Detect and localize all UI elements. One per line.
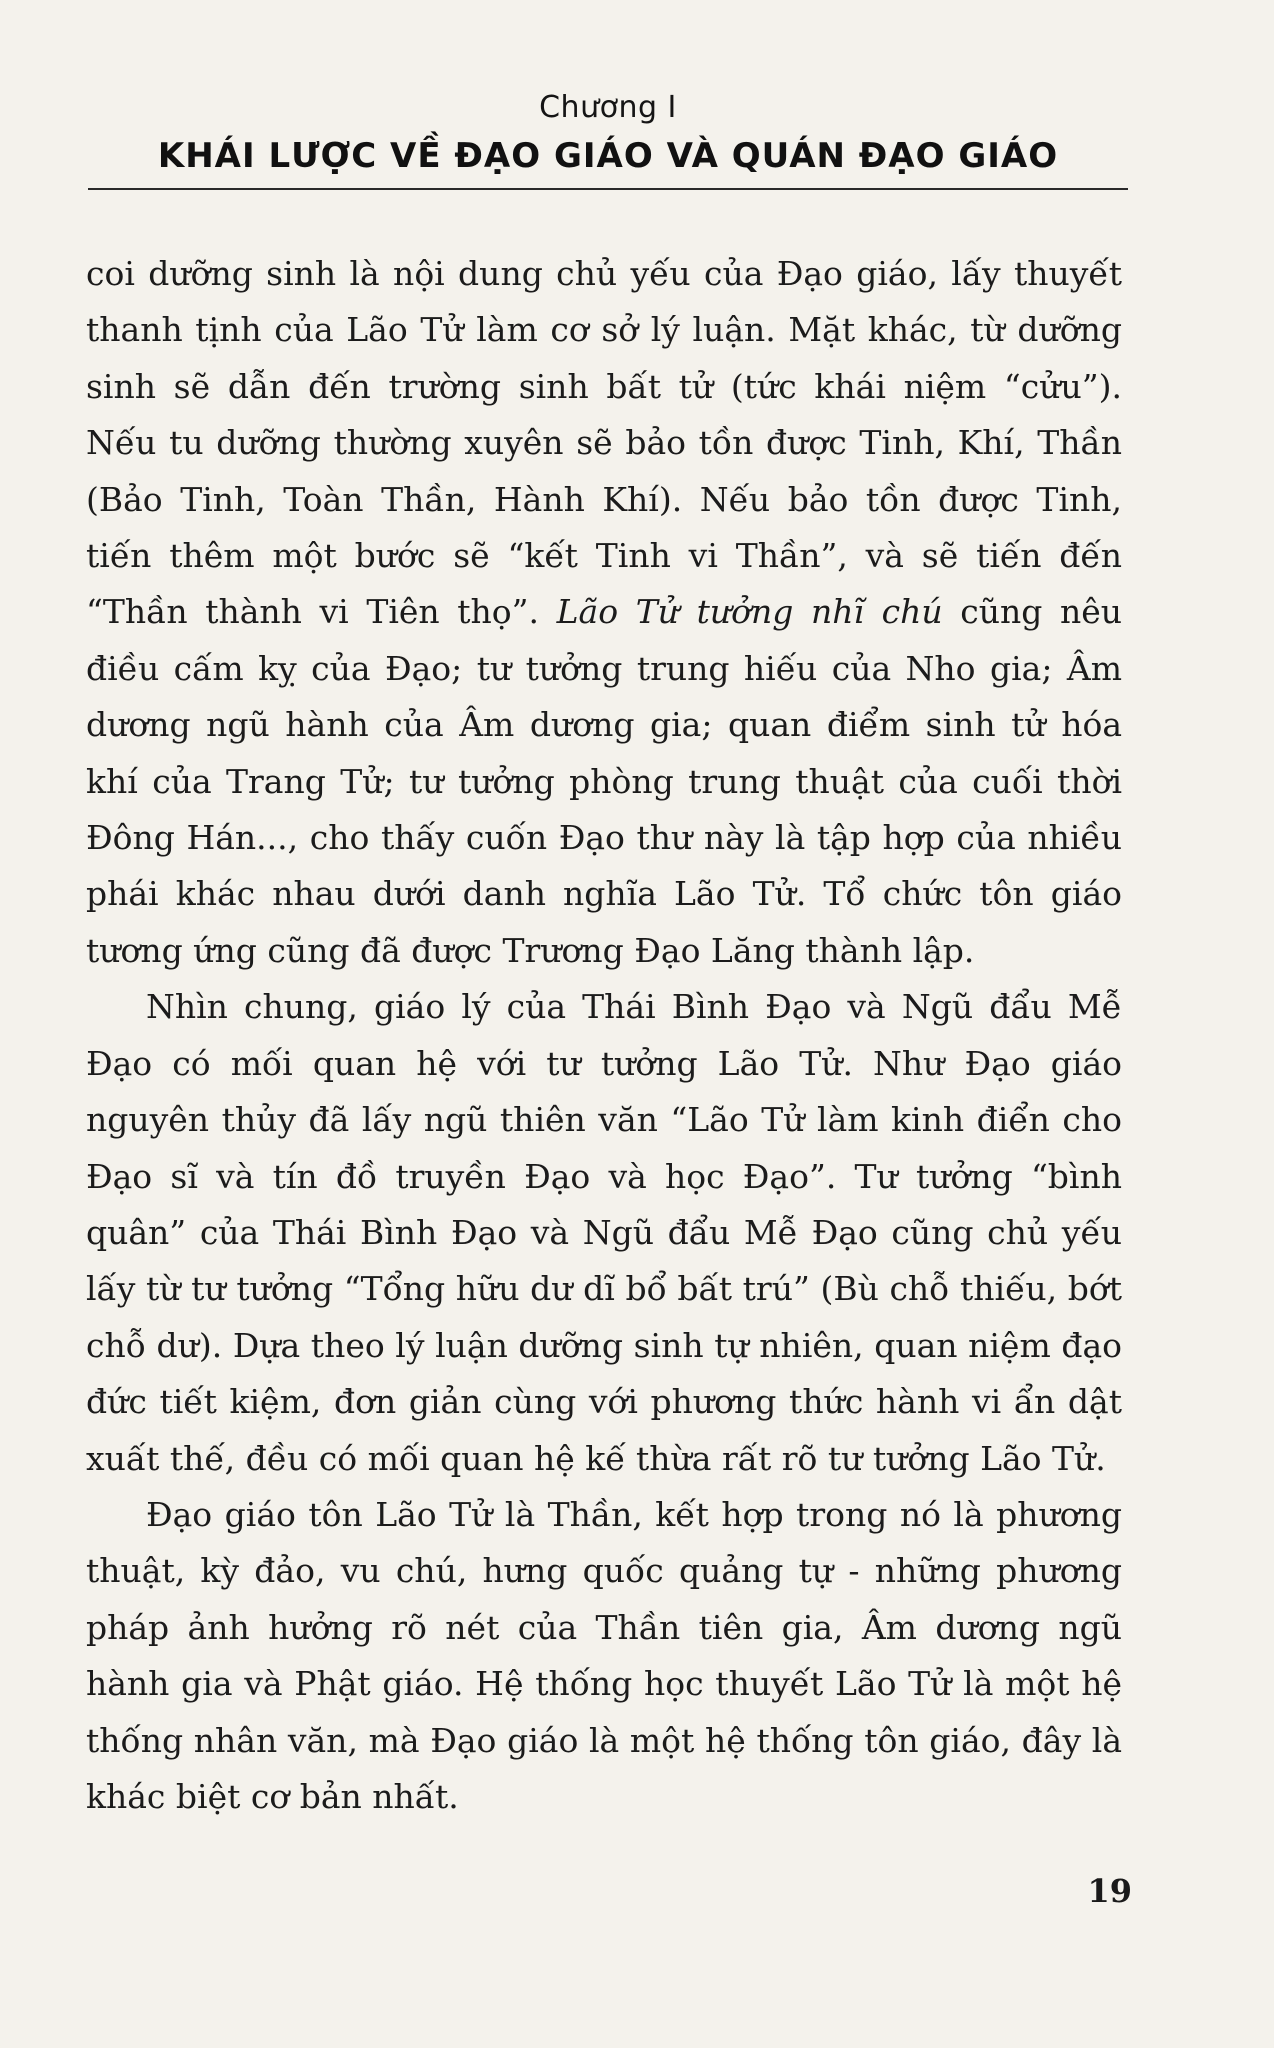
- paragraph-1-book-title: Lão Tử tưởng nhĩ chú: [556, 592, 943, 632]
- body-text: [86, 246, 1122, 1825]
- paragraph-2-text: Nhìn chung, giáo lý của Thái Bình Đạo và Ngũ đẩu Mễ Đạo có mối quan hệ với tư tưởng Lão Tử. Như Đạo giáo nguyên thủy đã lấy ngũ thiên văn “Lão Tử làm kinh điển cho Đạo sĩ và tín đồ truyền Đạo và học Đạo”. Tư tưởng “bình quân” của Thái Bình Đạo và Ngũ đẩu Mễ Đạo cũng chủ yếu lấy từ tư tưởng “Tổng hữu dư dĩ bổ bất trú” (Bù chỗ thiếu, bớt chỗ dư). Dựa theo lý luận dưỡng sinh tự nhiên, quan niệm đạo đức tiết kiệm, đơn giản cùng với phương thức hành vi ẩn dật xuất thế, đều có mối quan hệ kế thừa rất rõ tư tưởng Lão Tử.: [86, 987, 1122, 1478]
- paragraph-2: [86, 979, 1122, 1487]
- chapter-title: KHÁI LƯỢC VỀ ĐẠO GIÁO VÀ QUÁN ĐẠO GIÁO: [157, 136, 1059, 176]
- paragraph-3-text: Đạo giáo tôn Lão Tử là Thần, kết hợp trong nó là phương thuật, kỳ đảo, vu chú, hưng quốc quảng tự - những phương pháp ảnh hưởng rõ nét của Thần tiên gia, Âm dương ngũ hành gia và Phật giáo. Hệ thống học thuyết Lão Tử là một hệ thống nhân văn, mà Đạo giáo là một hệ thống tôn giáo, đây là khác biệt cơ bản nhất.: [86, 1494, 1122, 1816]
- paragraph-3: [86, 1487, 1122, 1825]
- header-rule: [88, 188, 1128, 190]
- chapter-label: Chương I: [539, 90, 677, 125]
- paragraph-1-text-b: cũng nêu điều cấm kỵ của Đạo; tư tưởng trung hiếu của Nho gia; Âm dương ngũ hành của Âm dương gia; quan điểm sinh tử hóa khí của Trang Tử; tư tưởng phòng trung thuật của cuối thời Đông Hán..., cho thấy cuốn Đạo thư này là tập hợp của nhiều phái khác nhau dưới danh nghĩa Lão Tử. Tổ chức tôn giáo tương ứng cũng đã được Trương Đạo Lăng thành lập.: [86, 592, 1122, 970]
- paragraph-1-text-a: coi dưỡng sinh là nội dung chủ yếu của Đạo giáo, lấy thuyết thanh tịnh của Lão Tử làm cơ sở lý luận. Mặt khác, từ dưỡng sinh sẽ dẫn đến trường sinh bất tử (tức khái niệm “cửu”). Nếu tu dưỡng thường xuyên sẽ bảo tồn được Tinh, Khí, Thần (Bảo Tinh, Toàn Thần, Hành Khí). Nếu bảo tồn được Tinh, tiến thêm một bước sẽ “kết Tinh vi Thần”, và sẽ tiến đến “Thần thành vi Tiên thọ”.: [86, 254, 1122, 632]
- running-head: [88, 88, 1128, 180]
- page-number: 19: [1087, 1872, 1132, 1910]
- paragraph-1: [86, 246, 1122, 979]
